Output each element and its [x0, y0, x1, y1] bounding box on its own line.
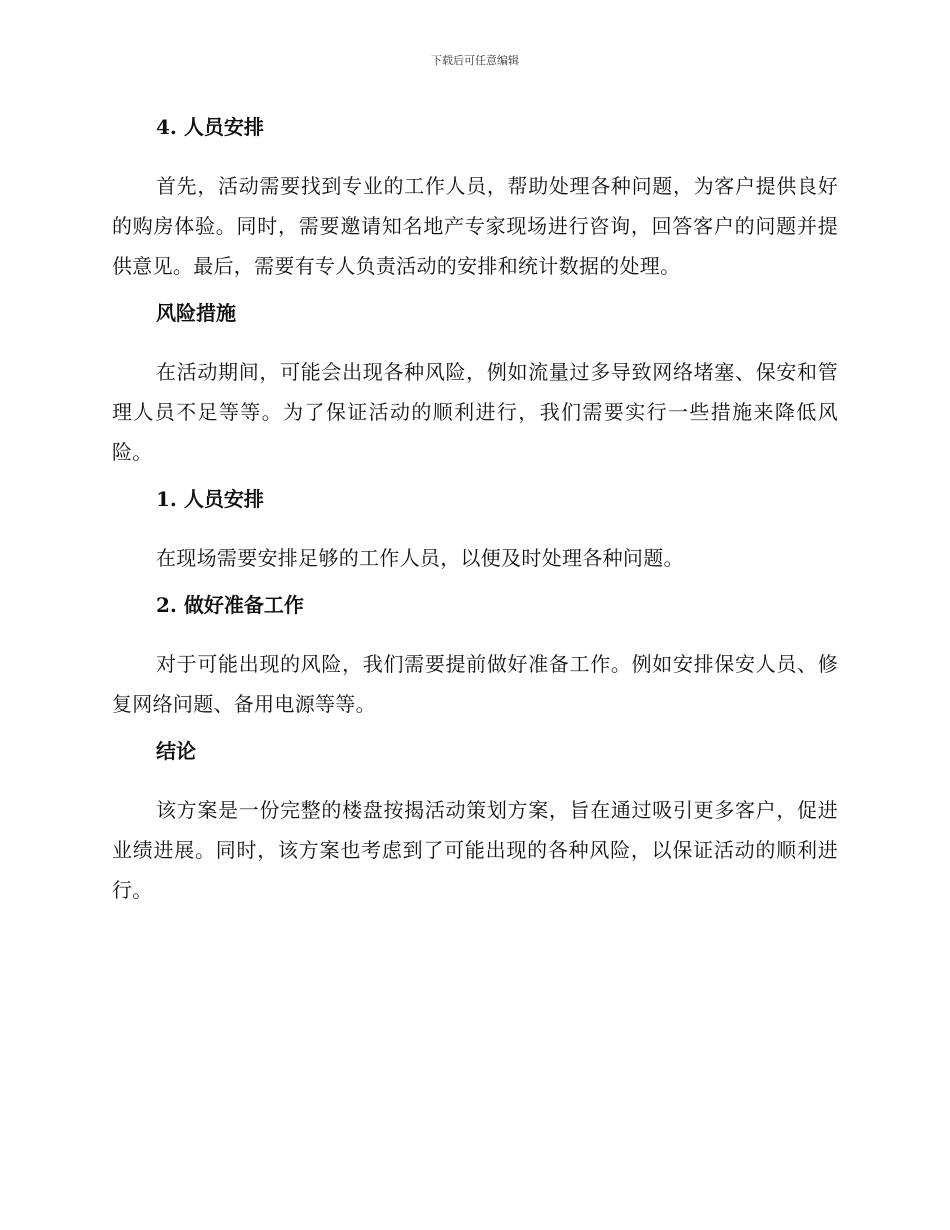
section-paragraph-risk-staffing: 在现场需要安排足够的工作人员，以便及时处理各种问题。 [156, 546, 684, 570]
section-heading-preparation: 2. 做好准备工作 [156, 593, 304, 617]
section-heading-risk-measures: 风险措施 [156, 301, 236, 325]
section-paragraph-staffing: 首先，活动需要找到专业的工作人员，帮助处理各种问题，为客户提供良好的购房体验。同时，需要邀请知名地产专家现场进行咨询，回答客户的问题并提供意见。最后，需要有专人负责活动的安排和统计数据的处理。 [112, 174, 838, 278]
page-header-note: 下载后可任意编辑 [431, 54, 519, 67]
section-heading-risk-staffing: 1. 人员安排 [156, 487, 264, 511]
section-heading-conclusion: 结论 [156, 739, 196, 763]
document-body [112, 112, 838, 922]
section-paragraph-risk-measures: 在活动期间，可能会出现各种风险，例如流量过多导致网络堵塞、保安和管理人员不足等等。为了保证活动的顺利进行，我们需要实行一些措施来降低风险。 [112, 360, 838, 464]
section-paragraph-preparation: 对于可能出现的风险，我们需要提前做好准备工作。例如安排保安人员、修复网络问题、备用电源等等。 [112, 652, 838, 716]
section-heading-staffing: 4. 人员安排 [156, 115, 264, 139]
section-paragraph-conclusion: 该方案是一份完整的楼盘按揭活动策划方案，旨在通过吸引更多客户，促进业绩进展。同时，该方案也考虑到了可能出现的各种风险，以保证活动的顺利进行。 [112, 798, 838, 902]
